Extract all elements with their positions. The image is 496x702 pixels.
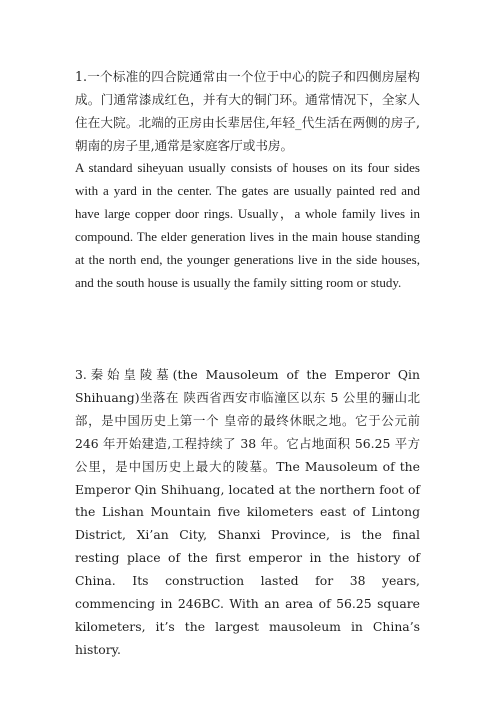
paragraph-1-chinese: 1.一个标准的四合院通常由一个位于中心的院子和四侧房屋构成。门通常漆成红色，并有大的铜门环。通常情况下，全家人住在大院。北端的正房由长辈居住,年轻_代生活在两侧的房子,朝南的房子里,通常是家庭客厅或书房。 <box>75 69 420 153</box>
paragraph-3-mixed: 3.秦始皇陵墓(the Mausoleum of the Emperor Qin Shihuang)坐落在 陕西省西安市临潼区以东 5 公里的骊山北部，是中国历史上第一个 皇帝的最终休眠之地。它于公元前 246 年开始建造,工程持续了 38 年。它占地面积 56.25 平方公里，是中国历史上最大的陵墓。The Mausoleum of the Emperor Qin Shihuang, located at the northern foot of the Lishan Mountain five kilometers east of Lintong District, Xi’an City, Shanxi Province, is the final resting place of the first emperor in the history of China. Its construction lasted for 38 years, commencing in 246BC. With an area of 56.25 square kilometers, it’s the largest mausoleum in China’s history. <box>75 367 420 657</box>
paragraph-1-english: A standard siheyuan usually consists of houses on its four sides with a yard in the center. The gates are usually painted red and have large copper door rings. Usually，a whole family lives in compound. The elder generation lives in the main house standing at the north end, the younger generations live in the side houses, and the south house is usually the family sitting room or study. <box>75 160 420 290</box>
